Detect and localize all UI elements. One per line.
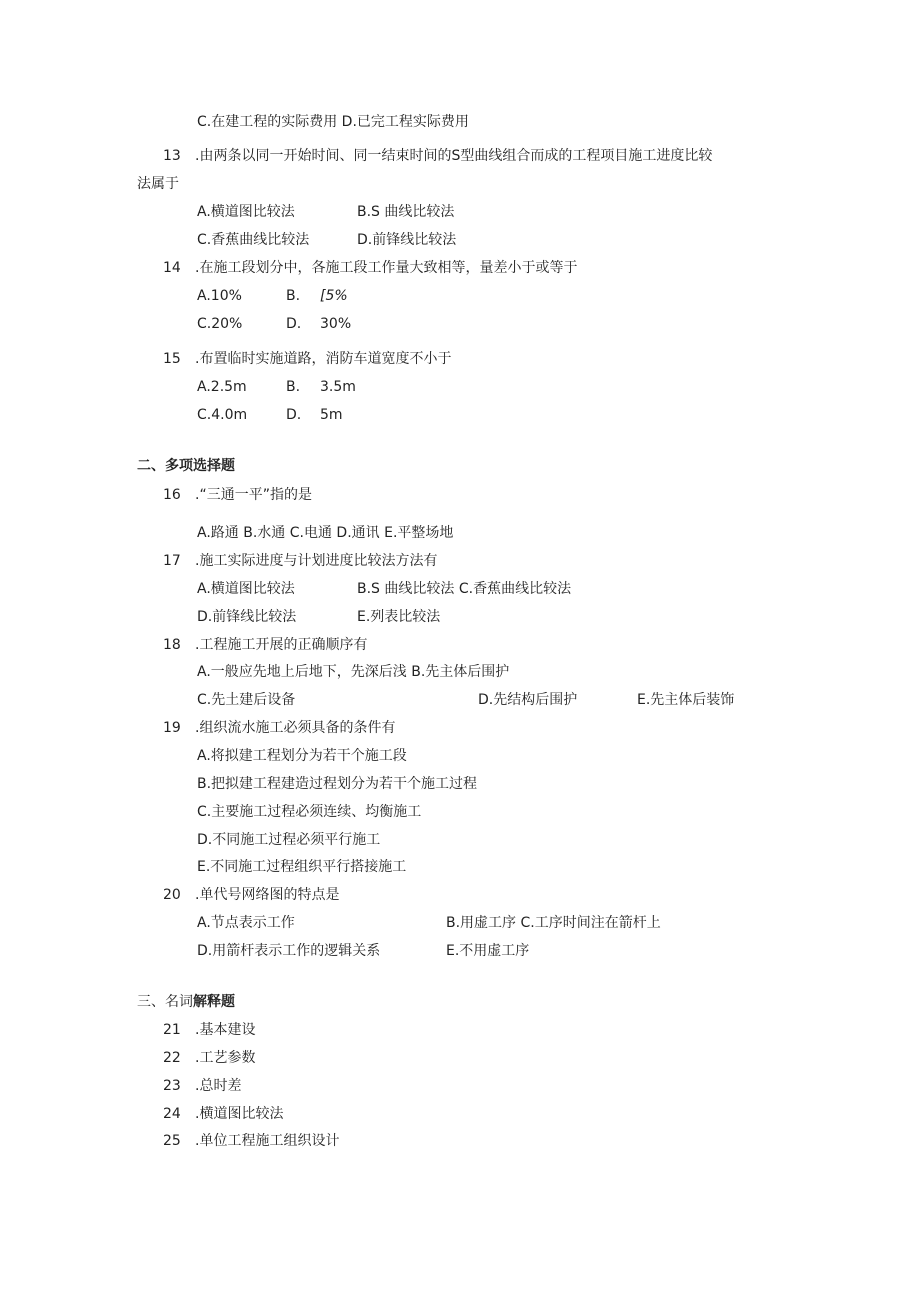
q18-option-ab: A.一般应先地上后地下，先深后浅 B.先主体后围护 — [197, 664, 510, 680]
q17-option-a: A.横道图比较法 — [197, 581, 295, 597]
q18-number: 18 — [163, 637, 181, 653]
q17-text: .施工实际进度与计划进度比较法方法有 — [195, 553, 438, 569]
q20-option-bc: B.用虚工序 C.工序时间注在箭杆上 — [446, 915, 661, 931]
q18-text: .工程施工开展的正确顺序有 — [195, 637, 368, 653]
q13-number: 13 — [163, 148, 181, 164]
q12-option-cd: C.在建工程的实际费用 D.已完工程实际费用 — [197, 114, 469, 130]
q19-option-d: D.不同施工过程必须平行施工 — [197, 832, 381, 848]
q14-option-d-label: D. — [286, 316, 302, 332]
q17-number: 17 — [163, 553, 181, 569]
q15-option-b-label: B. — [286, 379, 301, 395]
q13-option-d: D.前锋线比较法 — [357, 232, 457, 248]
q19-option-a: A.将拟建工程划分为若干个施工段 — [197, 748, 407, 764]
q18-option-d: D.先结构后围护 — [478, 692, 578, 708]
q14-text: .在施工段划分中，各施工段工作量大致相等，量差小于或等于 — [195, 260, 578, 276]
q16-number: 16 — [163, 487, 181, 503]
q17-option-e: E.列表比较法 — [357, 609, 441, 625]
q20-option-a: A.节点表示工作 — [197, 915, 295, 931]
q14-option-a: A.10% — [197, 288, 242, 304]
q17-option-d: D.前锋线比较法 — [197, 609, 297, 625]
term-text: .单位工程施工组织设计 — [195, 1133, 340, 1149]
q14-option-c: C.20% — [197, 316, 243, 332]
q20-text: .单代号网络图的特点是 — [195, 887, 340, 903]
q19-option-c: C.主要施工过程必须连续、均衡施工 — [197, 804, 422, 820]
section-3-heading-part2: 解释题 — [193, 994, 235, 1010]
q16-text: .“三通一平”指的是 — [195, 487, 312, 503]
q16-options: A.路通 B.水通 C.电通 D.通讯 E.平整场地 — [197, 525, 454, 541]
term-text: .总时差 — [195, 1078, 242, 1094]
q20-option-d: D.用箭杆表示工作的逻辑关系 — [197, 943, 381, 959]
q18-option-c: C.先土建后设备 — [197, 692, 296, 708]
term-number: 21 — [163, 1022, 181, 1038]
term-number: 22 — [163, 1050, 181, 1066]
q15-option-b-value: 3.5m — [320, 379, 356, 395]
q13-option-c: C.香蕉曲线比较法 — [197, 232, 310, 248]
q19-option-e: E.不同施工过程组织平行搭接施工 — [197, 859, 407, 875]
term-number: 25 — [163, 1133, 181, 1149]
q20-number: 20 — [163, 887, 181, 903]
q14-option-b-value: [5% — [320, 288, 348, 304]
q14-number: 14 — [163, 260, 181, 276]
section-3-heading — [137, 992, 235, 1012]
q20-option-e: E.不用虚工序 — [446, 943, 530, 959]
q18-option-e: E.先主体后装饰 — [637, 692, 735, 708]
q13-option-a: A.横道图比较法 — [197, 204, 295, 220]
term-text: .横道图比较法 — [195, 1106, 284, 1122]
section-3-heading-part1: 三、名词 — [137, 994, 193, 1010]
q14-option-d-value: 30% — [320, 316, 352, 332]
q19-option-b: B.把拟建工程建造过程划分为若干个施工过程 — [197, 776, 478, 792]
q19-number: 19 — [163, 720, 181, 736]
q13-text: .由两条以同一开始时间、同一结束时间的S型曲线组合而成的工程项目施工进度比较 — [195, 148, 713, 164]
section-2-heading: 二、多项选择题 — [137, 458, 235, 474]
q15-option-a: A.2.5m — [197, 379, 247, 395]
q15-option-c: C.4.0m — [197, 407, 248, 423]
term-text: .工艺参数 — [195, 1050, 256, 1066]
q15-option-d-value: 5m — [320, 407, 343, 423]
q17-option-bc: B.S 曲线比较法 C.香蕉曲线比较法 — [357, 581, 572, 597]
term-text: .基本建设 — [195, 1022, 256, 1038]
q15-option-d-label: D. — [286, 407, 302, 423]
q13-text-cont: 法属于 — [137, 176, 179, 192]
q15-number: 15 — [163, 351, 181, 367]
q13-option-b: B.S 曲线比较法 — [357, 204, 455, 220]
q15-text: .布置临时实施道路，消防车道宽度不小于 — [195, 351, 452, 367]
term-number: 24 — [163, 1106, 181, 1122]
term-number: 23 — [163, 1078, 181, 1094]
q19-text: .组织流水施工必须具备的条件有 — [195, 720, 396, 736]
q14-option-b-label: B. — [286, 288, 301, 304]
